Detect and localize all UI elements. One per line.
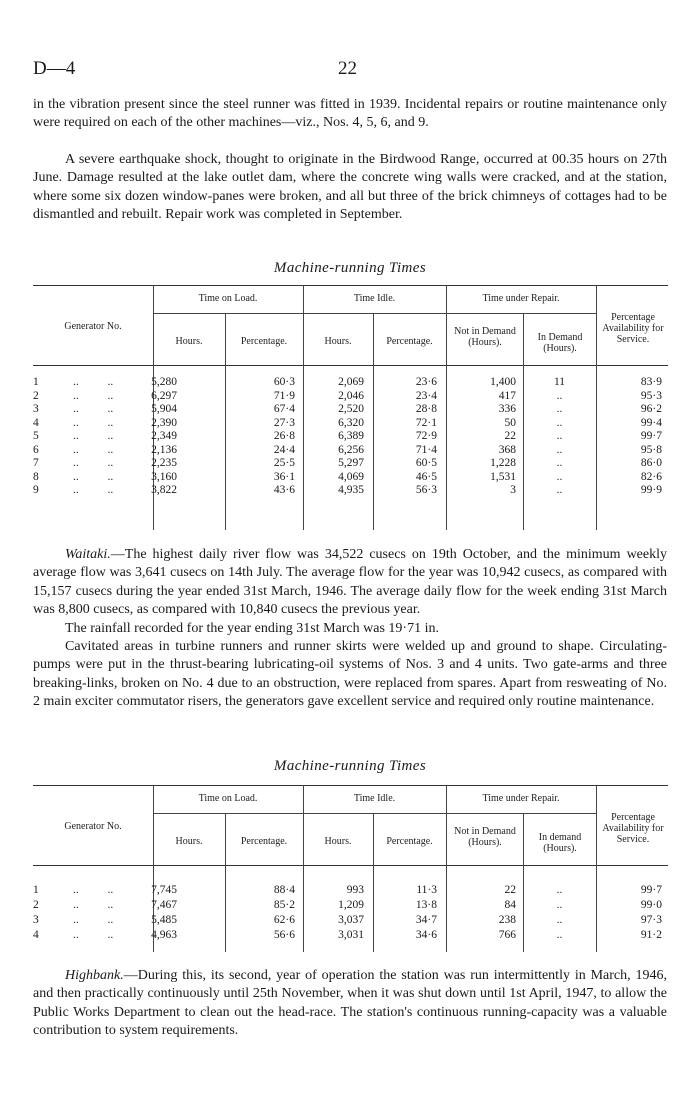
hours-on-load: 5,904 (151, 403, 177, 415)
generator-number: 6 (33, 443, 39, 456)
generator-number: 8 (33, 470, 39, 483)
leader-dots: .. .. (73, 403, 114, 415)
header-time-under-repair: Time under Repair. (482, 793, 560, 804)
generator-number: 3 (33, 914, 39, 926)
percent-idle: 72·1 (415, 416, 437, 429)
highbank-text: —During this, its second, year of operation the station was run intermittently in March, 1946, and then practically continuously until 25th November, when it was shut down until 1st April, 1947, to allow the Public Works Department to clean out the head-race. The station's continuous running-capacity was a valuable contribution to system requirements. (33, 968, 667, 1039)
percent-idle: 34·6 (415, 929, 437, 941)
header-availability: Percentage Availability for Service. (602, 812, 664, 845)
hours-not-in-demand: 336 (498, 403, 516, 415)
hours-on-load: 2,136 (151, 443, 177, 456)
hours-in-demand: .. (556, 899, 563, 911)
percent-on-load: 88·4 (273, 884, 295, 896)
hours-on-load: 3,822 (151, 484, 177, 496)
percent-on-load: 71·9 (273, 389, 295, 402)
percent-availability: 99·0 (640, 899, 662, 911)
hours-idle: 2,069 (338, 376, 364, 388)
header-series-code: D—4 (33, 58, 76, 79)
page-number: 22 (338, 58, 357, 79)
header-availability: Percentage Availability for Service. (602, 312, 664, 345)
leader-dots: .. .. (73, 457, 114, 469)
hours-in-demand: .. (556, 484, 563, 496)
hours-idle: 4,935 (338, 484, 364, 496)
column-rule (153, 785, 154, 952)
hours-idle: 6,320 (338, 416, 364, 429)
header-in-demand: In Demand (Hours). (537, 332, 583, 354)
percent-availability: 83·9 (640, 376, 662, 388)
percent-idle: 28·8 (415, 403, 437, 415)
percent-availability: 99·7 (640, 430, 662, 442)
percent-on-load: 62·6 (273, 914, 295, 926)
hours-not-in-demand: 1,228 (490, 457, 516, 469)
hours-in-demand: 11 (553, 376, 566, 388)
generator-number: 5 (33, 430, 39, 442)
hours-idle: 6,389 (338, 430, 364, 442)
percent-idle: 46·5 (415, 470, 437, 483)
hours-in-demand: .. (556, 457, 563, 469)
hours-in-demand: .. (556, 929, 563, 941)
leader-dots: .. .. (73, 443, 114, 456)
hours-in-demand: .. (556, 884, 563, 896)
header-percentage: Percentage. (240, 836, 288, 847)
percent-on-load: 24·4 (273, 443, 295, 456)
hours-idle: 1,209 (338, 899, 364, 911)
leader-dots: .. .. (73, 470, 114, 483)
generator-number: 2 (33, 389, 39, 402)
percent-idle: 23·4 (415, 389, 437, 402)
hours-not-in-demand: 22 (504, 430, 516, 442)
column-rule (596, 785, 597, 952)
hours-in-demand: .. (556, 403, 563, 415)
percent-availability: 97·3 (640, 914, 662, 926)
leader-dots: .. .. (73, 430, 114, 442)
percent-on-load: 27·3 (273, 416, 295, 429)
percent-idle: 71·4 (415, 443, 437, 456)
percent-availability: 95·3 (640, 389, 662, 402)
percent-on-load: 67·4 (273, 403, 295, 415)
hours-on-load: 7,745 (151, 884, 177, 896)
table2-caption: Machine-running Times (273, 758, 427, 774)
hours-not-in-demand: 1,400 (490, 376, 516, 388)
header-time-idle: Time Idle. (353, 793, 396, 804)
generator-number: 9 (33, 484, 39, 496)
hours-not-in-demand: 766 (498, 929, 516, 941)
header-time-on-load: Time on Load. (198, 793, 258, 804)
percent-on-load: 43·6 (273, 484, 295, 496)
hours-in-demand: .. (556, 389, 563, 402)
leader-dots: .. .. (73, 899, 114, 911)
hours-in-demand: .. (556, 416, 563, 429)
hours-not-in-demand: 238 (498, 914, 516, 926)
hours-not-in-demand: 3 (510, 484, 516, 496)
hours-on-load: 2,390 (151, 416, 177, 429)
table-rule (33, 865, 668, 866)
paragraph-waitaki-rainfall: The rainfall recorded for the year ending 31st March was 19·71 in. (65, 621, 439, 636)
percent-availability: 86·0 (640, 457, 662, 469)
header-percentage: Percentage. (386, 336, 433, 347)
percent-on-load: 25·5 (273, 457, 295, 469)
machine-running-table-2 (33, 785, 668, 952)
hours-in-demand: .. (556, 914, 563, 926)
generator-number: 2 (33, 899, 39, 911)
group-rule (153, 813, 596, 814)
hours-on-load: 5,485 (151, 914, 177, 926)
hours-in-demand: .. (556, 443, 563, 456)
column-rule (303, 785, 304, 952)
percent-idle: 60·5 (415, 457, 437, 469)
percent-idle: 72·9 (415, 430, 437, 442)
percent-availability: 91·2 (640, 929, 662, 941)
header-hours: Hours. (175, 336, 203, 347)
hours-not-in-demand: 22 (504, 884, 516, 896)
hours-not-in-demand: 417 (498, 389, 516, 402)
header-generator-no: Generator No. (64, 821, 122, 832)
paragraph-highbank (33, 967, 667, 1041)
hours-not-in-demand: 84 (504, 899, 516, 911)
leader-dots: .. .. (73, 884, 114, 896)
hours-idle: 3,031 (338, 929, 364, 941)
generator-number: 4 (33, 929, 39, 941)
header-not-in-demand: Not in Demand (Hours). (454, 826, 516, 848)
table-rule (33, 785, 668, 786)
hours-idle: 5,297 (338, 457, 364, 469)
percent-on-load: 85·2 (273, 899, 295, 911)
percent-on-load: 60·3 (273, 376, 295, 388)
generator-number: 1 (33, 884, 39, 896)
percent-availability: 82·6 (640, 470, 662, 483)
hours-not-in-demand: 368 (498, 443, 516, 456)
hours-on-load: 5,280 (151, 376, 177, 388)
leader-dots: .. .. (73, 416, 114, 429)
hours-idle: 6,256 (338, 443, 364, 456)
percent-on-load: 56·6 (273, 929, 295, 941)
paragraph-earthquake: A severe earthquake shock, thought to originate in the Birdwood Range, occurred at 00.35 hours on 27th June. Damage resulted at the lake outlet dam, where the concrete wing walls were cracked, and at the station, where some six dozen window-panes were broken, and all but three of the brick chimneys of cottages had to be dismantled and rebuilt. Repair work was completed in September. (33, 152, 667, 223)
percent-availability: 99·7 (640, 884, 662, 896)
hours-on-load: 6,297 (151, 389, 177, 402)
waitaki-flow-text: —The highest daily river flow was 34,522 cusecs on 19th October, and the minimum weekly average flow was 3,641 cusecs on 14th July. The average flow for the year was 10,942 cusecs, as compared with 15,157 cusecs during the year ended 31st March, 1946. The average daily flow for the week ending 31st March was 8,800 cusecs, as compared with 10,840 cusecs the previous year. (33, 547, 667, 618)
paragraph-vibration: in the vibration present since the steel runner was fitted in 1939. Incidental repairs or routine maintenance only were required on each of the other machines—viz., Nos. 4, 5, 6, and 9. (33, 97, 667, 131)
percent-on-load: 36·1 (273, 470, 295, 483)
hours-in-demand: .. (556, 430, 563, 442)
waitaki-heading: Waitaki. (65, 547, 111, 562)
machine-running-table-1 (33, 285, 668, 530)
group-rule (153, 313, 596, 314)
header-hours: Hours. (175, 836, 203, 847)
percent-idle: 56·3 (415, 484, 437, 496)
percent-on-load: 26·8 (273, 430, 295, 442)
hours-on-load: 2,235 (151, 457, 177, 469)
highbank-heading: Highbank. (65, 968, 124, 983)
hours-idle: 3,037 (338, 914, 364, 926)
generator-number: 7 (33, 457, 39, 469)
column-rule (446, 785, 447, 952)
leader-dots: .. .. (73, 914, 114, 926)
hours-idle: 993 (346, 884, 364, 896)
leader-dots: .. .. (73, 389, 114, 402)
leader-dots: .. .. (73, 484, 114, 496)
hours-on-load: 2,349 (151, 430, 177, 442)
header-not-in-demand: Not in Demand (Hours). (454, 326, 516, 348)
header-time-on-load: Time on Load. (198, 293, 258, 304)
percent-idle: 23·6 (415, 376, 437, 388)
leader-dots: .. .. (73, 376, 114, 388)
paragraph-waitaki-flow (33, 546, 667, 620)
hours-on-load: 3,160 (151, 470, 177, 483)
percent-idle: 34·7 (415, 914, 437, 926)
header-hours: Hours. (324, 336, 352, 347)
header-time-idle: Time Idle. (353, 293, 396, 304)
header-generator-no: Generator No. (64, 321, 122, 332)
generator-number: 4 (33, 416, 39, 429)
hours-on-load: 4,963 (151, 929, 177, 941)
leader-dots: .. .. (73, 929, 114, 941)
header-percentage: Percentage. (240, 336, 288, 347)
hours-idle: 4,069 (338, 470, 364, 483)
hours-idle: 2,046 (338, 389, 364, 402)
percent-availability: 95·8 (640, 443, 662, 456)
generator-number: 3 (33, 403, 39, 415)
hours-on-load: 7,467 (151, 899, 177, 911)
table1-caption: Machine-running Times (273, 260, 427, 276)
percent-idle: 13·8 (415, 899, 437, 911)
paragraph-waitaki-maintenance: Cavitated areas in turbine runners and runner skirts were welded up and ground to shape. Circulating-pumps were put in the thrust-bearing lubricating-oil systems of Nos. 3 and 4 units. Two gate-arms and three breaking-links, broken on No. 4 due to an obstruction, were replaced from spares. Apart from resweating of No. 2 main exciter commutator risers, the generators gave excellent service and required only routine maintenance. (33, 639, 667, 710)
header-in-demand: In demand (Hours). (538, 832, 582, 854)
generator-number: 1 (33, 376, 39, 388)
table-rule (33, 365, 668, 366)
header-percentage: Percentage. (386, 836, 433, 847)
table-rule (33, 285, 668, 286)
hours-not-in-demand: 50 (504, 416, 516, 429)
hours-not-in-demand: 1,531 (490, 470, 516, 483)
percent-availability: 99·9 (640, 484, 662, 496)
percent-availability: 99·4 (640, 416, 662, 429)
percent-availability: 96·2 (640, 403, 662, 415)
hours-in-demand: .. (556, 470, 563, 483)
header-time-under-repair: Time under Repair. (482, 293, 560, 304)
header-hours: Hours. (324, 836, 352, 847)
hours-idle: 2,520 (338, 403, 364, 415)
percent-idle: 11·3 (416, 884, 437, 896)
